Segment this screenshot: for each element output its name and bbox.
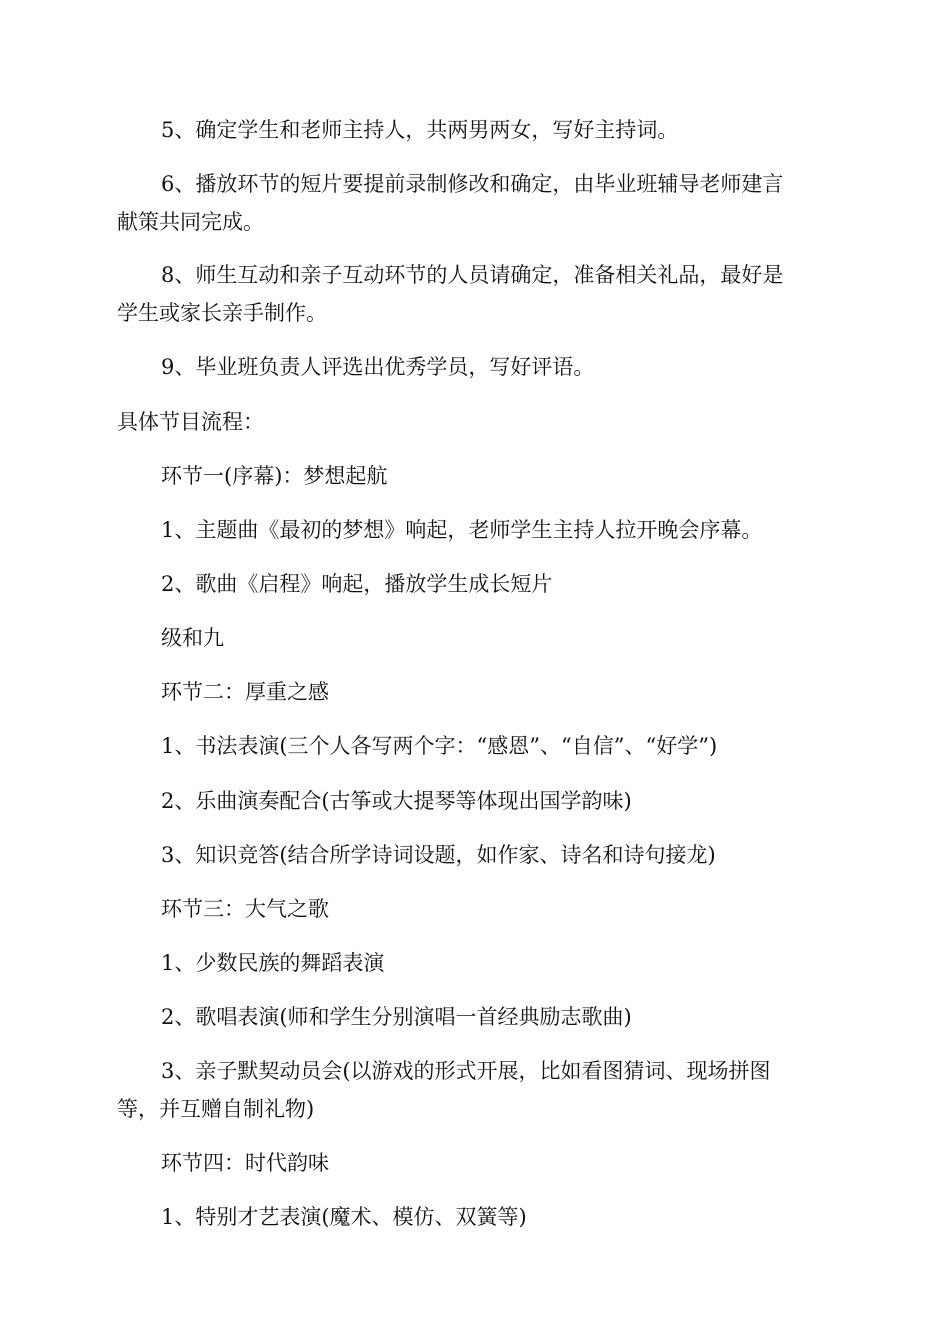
- segment-1-heading: 环节一(序幕)：梦想起航: [161, 464, 388, 488]
- segment-3-heading: 环节三：大气之歌: [161, 897, 329, 921]
- segment-3-item-1: 1、少数民族的舞蹈表演: [161, 951, 385, 975]
- segment-2-item-1: 1、书法表演(三个人各写两个字：“感恩”、“自信”、“好学”): [161, 734, 718, 758]
- paragraph-item-8-line-2: 学生或家长亲手制作。: [117, 301, 327, 325]
- segment-2-item-3: 3、知识竞答(结合所学诗词设题，如作家、诗名和诗句接龙): [161, 843, 716, 867]
- paragraph-item-6-line-2: 献策共同完成。: [117, 210, 264, 234]
- segment-2-heading: 环节二：厚重之感: [161, 680, 329, 704]
- segment-2-item-2: 2、乐曲演奏配合(古筝或大提琴等体现出国学韵味): [161, 789, 632, 813]
- paragraph-item-8-line-1: 8、师生互动和亲子互动环节的人员请确定，准备相关礼品，最好是: [161, 263, 784, 287]
- segment-4-heading: 环节四：时代韵味: [161, 1151, 329, 1175]
- segment-4-item-1: 1、特别才艺表演(魔术、模仿、双簧等): [161, 1205, 527, 1229]
- segment-1-fragment: 级和九: [161, 626, 224, 650]
- segment-3-item-3-line-2: 等，并互赠自制礼物): [117, 1097, 315, 1121]
- paragraph-item-6-line-1: 6、播放环节的短片要提前录制修改和确定，由毕业班辅导老师建言: [161, 172, 784, 196]
- segment-1-item-1: 1、主题曲《最初的梦想》响起，老师学生主持人拉开晚会序幕。: [161, 518, 763, 542]
- section-heading-program-flow: 具体节目流程：: [117, 410, 264, 434]
- segment-1-item-2: 2、歌曲《启程》响起，播放学生成长短片: [161, 572, 553, 596]
- segment-3-item-2: 2、歌唱表演(师和学生分别演唱一首经典励志歌曲): [161, 1005, 632, 1029]
- segment-3-item-3-line-1: 3、亲子默契动员会(以游戏的形式开展，比如看图猜词、现场拼图: [161, 1059, 771, 1083]
- paragraph-item-5: 5、确定学生和老师主持人，共两男两女，写好主持词。: [161, 118, 679, 142]
- paragraph-item-9: 9、毕业班负责人评选出优秀学员，写好评语。: [161, 355, 595, 379]
